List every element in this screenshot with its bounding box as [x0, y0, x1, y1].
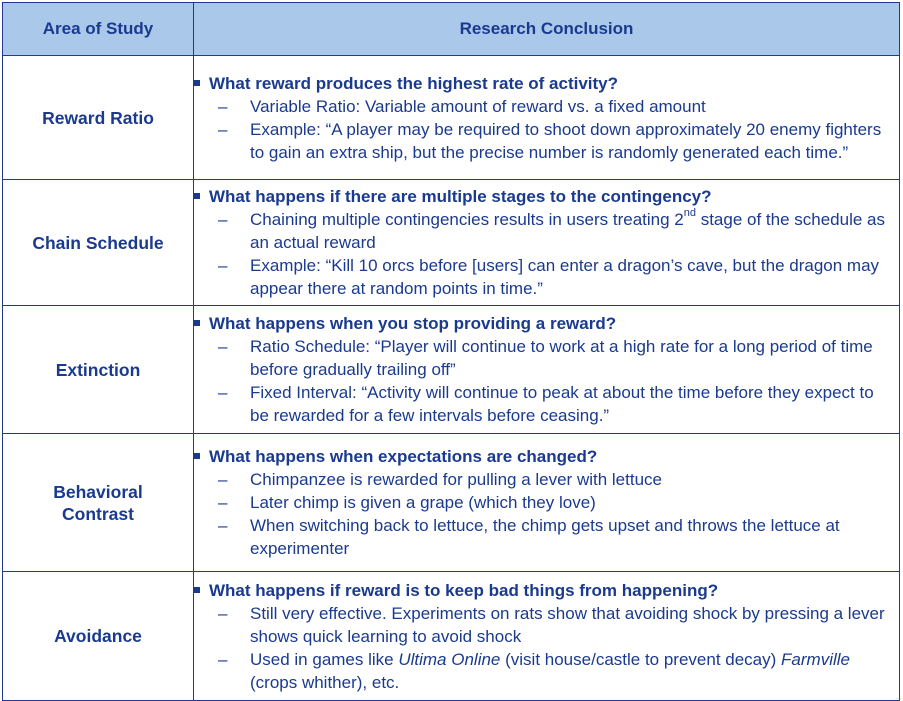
sub-point-text: [250, 648, 899, 694]
ordinal-superscript: nd: [683, 207, 696, 220]
dash-icon: –: [218, 256, 228, 275]
question-text: What reward produces the highest rate of activity?: [209, 73, 619, 93]
game-title: Farmville: [781, 649, 850, 669]
conclusion-cell: [194, 572, 900, 701]
text-run: stage of the schedule as an actual reward: [250, 210, 886, 252]
question: [194, 445, 899, 468]
square-bullet-icon: [194, 193, 200, 199]
sub-point-text: When switching back to lettuce, the chimp gets upset and throws the lettuce at experimenter: [250, 516, 840, 558]
header-research-conclusion: Research Conclusion: [194, 3, 900, 56]
game-title: Ultima Online: [398, 649, 501, 669]
dash-icon: –: [218, 119, 228, 139]
sub-point-text: Ratio Schedule: “Player will continue to work at a high rate for a long period of time before gradually trailing off”: [250, 337, 873, 379]
sub-point: [218, 491, 899, 514]
question: [194, 312, 899, 335]
dash-icon: –: [218, 470, 228, 489]
corner-mark: ...: [896, 694, 902, 701]
text-run: Used in games like: [250, 649, 399, 669]
sub-point-text: Variable Ratio: Variable amount of reward vs. a fixed amount: [250, 96, 706, 116]
question: [194, 72, 899, 95]
area-avoidance: Avoidance: [3, 572, 194, 701]
dash-icon: –: [218, 603, 228, 623]
question-text: What happens if reward is to keep bad things from happening?: [209, 580, 719, 600]
table-row: [3, 434, 900, 572]
square-bullet-icon: [194, 80, 200, 86]
sub-point-text: Example: “Kill 10 orcs before [users] can enter a dragon’s cave, but the dragon may appear there at random points in time.”: [250, 256, 880, 298]
question-text: What happens if there are multiple stages to the contingency?: [209, 187, 712, 206]
table-row: [3, 180, 900, 306]
sub-point: [218, 254, 899, 300]
sub-point: [218, 468, 899, 491]
sub-point: [218, 335, 899, 381]
text-run: (visit house/castle to prevent decay): [500, 649, 782, 669]
header-row: [3, 3, 900, 56]
conclusion-cell: [194, 180, 900, 306]
area-line: Behavioral: [53, 481, 143, 502]
dash-icon: –: [218, 96, 228, 116]
conclusion-cell: [194, 56, 900, 180]
square-bullet-icon: [194, 453, 200, 459]
question-text: What happens when you stop providing a reward?: [209, 314, 617, 333]
area-chain-schedule: Chain Schedule: [3, 180, 194, 306]
square-bullet-icon: [194, 587, 200, 593]
table-row: [3, 56, 900, 180]
conclusion-cell: [194, 306, 900, 434]
area-reward-ratio: Reward Ratio: [3, 56, 194, 180]
sub-point-text: Fixed Interval: “Activity will continue to peak at about the time before they expect to be rewarded for a few intervals before ceasing.”: [250, 383, 874, 425]
area-behavioral-contrast: [3, 434, 194, 572]
dash-icon: –: [218, 210, 228, 229]
square-bullet-icon: [194, 320, 200, 326]
conclusion-cell: [194, 434, 900, 572]
question: [194, 579, 899, 602]
sub-point: [218, 208, 899, 254]
sub-point: [218, 602, 899, 648]
sub-point: [218, 648, 899, 694]
text-run: Chaining multiple contingencies results in users treating 2: [250, 210, 684, 229]
sub-point: [218, 95, 899, 118]
dash-icon: –: [218, 383, 228, 402]
sub-point-text: Chimpanzee is rewarded for pulling a lever with lettuce: [250, 470, 662, 489]
question-text: What happens when expectations are changed?: [209, 447, 598, 466]
table-row: [3, 572, 900, 701]
area-line: Contrast: [62, 503, 134, 524]
sub-point-text: Example: “A player may be required to shoot down approximately 20 enemy fighters to gain an extra ship, but the precise number is randomly generated each time.”: [250, 119, 882, 162]
sub-point-text: Later chimp is given a grape (which they love): [250, 493, 596, 512]
study-table: [2, 2, 900, 701]
sub-point-text: [250, 208, 899, 254]
text-run: (crops whither), etc.: [250, 672, 400, 692]
table-row: [3, 306, 900, 434]
dash-icon: –: [218, 649, 228, 669]
dash-icon: –: [218, 493, 228, 512]
question: [194, 185, 899, 208]
dash-icon: –: [218, 516, 228, 535]
header-area-of-study: Area of Study: [3, 3, 194, 56]
sub-point-text: Still very effective. Experiments on rats show that avoiding shock by pressing a lever shows quick learning to avoid shock: [250, 603, 885, 646]
area-extinction: Extinction: [3, 306, 194, 434]
sub-point: [218, 118, 899, 164]
sub-point: [218, 514, 899, 560]
sub-point: [218, 381, 899, 427]
dash-icon: –: [218, 337, 228, 356]
